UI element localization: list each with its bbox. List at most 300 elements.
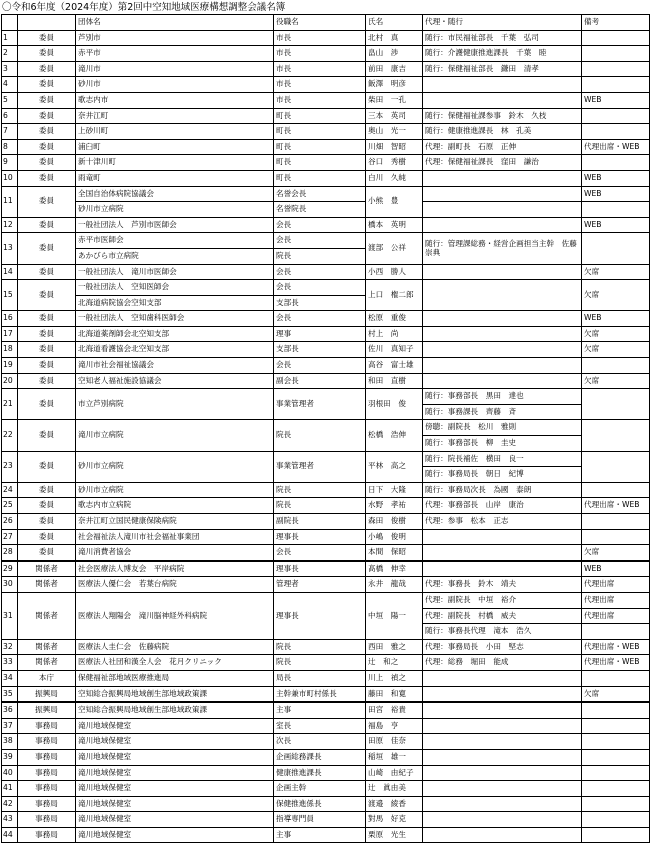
cell-note (582, 46, 650, 62)
cell-position: 会長 (274, 280, 366, 296)
cell-proxy: 随行：市民福祉部長 千葉 弘司 (423, 30, 582, 46)
table-row (2, 812, 650, 828)
cell-note (582, 812, 650, 828)
cell-no: 4 (2, 77, 18, 93)
cell-no: 19 (2, 358, 18, 374)
table-row (2, 702, 650, 718)
cell-org: 滝川地域保健室 (76, 765, 274, 781)
cell-role: 委員 (18, 46, 76, 62)
cell-note (582, 77, 650, 93)
cell-position: 院長 (274, 655, 366, 671)
cell-no: 15 (2, 280, 18, 311)
cell-no: 38 (2, 734, 18, 750)
cell-no: 16 (2, 311, 18, 327)
table-row (2, 529, 650, 545)
cell-role: 関係者 (18, 655, 76, 671)
cell-name: 上口 権二郎 (366, 280, 423, 311)
cell-note: WEB (582, 92, 650, 108)
cell-name: 對馬 好克 (366, 812, 423, 828)
cell-position: 室長 (274, 718, 366, 734)
cell-proxy: 代理：保健福祉課長 窪田 謙治 (423, 155, 582, 171)
cell-note: 欠席 (582, 326, 650, 342)
table-row (2, 545, 650, 561)
cell-role: 委員 (18, 373, 76, 389)
cell-name: 川上 禎之 (366, 670, 423, 686)
cell-note (582, 765, 650, 781)
cell-note (582, 451, 650, 482)
cell-note (582, 796, 650, 812)
cell-role: 委員 (18, 233, 76, 264)
cell-name: 田原 佳奈 (366, 734, 423, 750)
cell-name: 奥山 光一 (366, 124, 423, 140)
cell-position: 理事長 (274, 592, 366, 639)
cell-org: 滝川地域保健室 (76, 827, 274, 843)
cell-note (582, 827, 650, 843)
cell-name: 松原 重俊 (366, 311, 423, 327)
cell-position: 院長 (274, 420, 366, 451)
cell-name: 永井 龍哉 (366, 577, 423, 593)
cell-role: 委員 (18, 92, 76, 108)
cell-no: 34 (2, 670, 18, 686)
cell-no: 11 (2, 186, 18, 217)
cell-org: 医療法人社団和漢全人会 花月クリニック (76, 655, 274, 671)
cell-name: 橋本 英明 (366, 217, 423, 233)
cell-role: 委員 (18, 264, 76, 280)
cell-note (582, 482, 650, 498)
cell-position: 事業管理者 (274, 451, 366, 482)
cell-note: 代理出席 (582, 608, 650, 624)
cell-note (582, 749, 650, 765)
table-row (2, 202, 650, 218)
cell-no: 25 (2, 498, 18, 514)
table-row (2, 342, 650, 358)
cell-role: 委員 (18, 186, 76, 217)
cell-role: 委員 (18, 358, 76, 374)
cell-proxy (423, 311, 582, 327)
cell-position: 院長 (274, 482, 366, 498)
cell-position: 会長 (274, 358, 366, 374)
cell-no: 1 (2, 30, 18, 46)
cell-role: 委員 (18, 451, 76, 482)
cell-note (582, 124, 650, 140)
cell-name: 藤田 和寛 (366, 686, 423, 702)
cell-role: 振興局 (18, 686, 76, 702)
cell-position: 市長 (274, 77, 366, 93)
cell-name: 田宮 裕貴 (366, 702, 423, 718)
cell-proxy: 随行：事務部長 柳 圭史 (423, 436, 582, 452)
cell-position: 副院長 (274, 514, 366, 530)
cell-role: 委員 (18, 30, 76, 46)
cell-proxy (423, 186, 582, 202)
table-row (2, 655, 650, 671)
cell-note: 代理出席・WEB (582, 639, 650, 655)
cell-note: 代理出席・WEB (582, 139, 650, 155)
cell-role: 委員 (18, 498, 76, 514)
cell-org: 全国自治体病院協議会 (76, 186, 274, 202)
cell-org: 歌志内市 (76, 92, 274, 108)
table-row (2, 451, 650, 467)
cell-no: 30 (2, 577, 18, 593)
cell-proxy (423, 358, 582, 374)
cell-role: 委員 (18, 420, 76, 451)
cell-proxy: 随行：健康推進課長 林 孔美 (423, 124, 582, 140)
cell-no: 20 (2, 373, 18, 389)
cell-role: 事務局 (18, 718, 76, 734)
cell-role: 関係者 (18, 561, 76, 577)
cell-name: 渡部 公祥 (366, 233, 423, 264)
cell-name: 辻 眞由美 (366, 781, 423, 797)
cell-no: 44 (2, 827, 18, 843)
cell-no: 7 (2, 124, 18, 140)
cell-position: 町長 (274, 108, 366, 124)
cell-position: 市長 (274, 46, 366, 62)
cell-proxy (423, 326, 582, 342)
cell-proxy (423, 202, 582, 218)
cell-name: 辻 和之 (366, 655, 423, 671)
cell-position: 局長 (274, 670, 366, 686)
cell-name: 松橋 浩伸 (366, 420, 423, 451)
table-row (2, 498, 650, 514)
cell-note (582, 61, 650, 77)
cell-name: 小西 勝人 (366, 264, 423, 280)
cell-org: 芦別市 (76, 30, 274, 46)
cell-role: 事務局 (18, 827, 76, 843)
cell-proxy (423, 827, 582, 843)
table-row (2, 827, 650, 843)
cell-proxy: 随行：事務課長 齊藤 斉 (423, 404, 582, 420)
cell-proxy: 代理：事務長 鈴木 靖夫 (423, 577, 582, 593)
cell-role: 事務局 (18, 765, 76, 781)
cell-no: 24 (2, 482, 18, 498)
cell-position: 会長 (274, 311, 366, 327)
cell-position: 会長 (274, 233, 366, 249)
cell-note (582, 108, 650, 124)
cell-position: 市長 (274, 30, 366, 46)
cell-position: 理事長 (274, 529, 366, 545)
cell-note: 代理出席 (582, 577, 650, 593)
table-row (2, 358, 650, 374)
cell-role: 関係者 (18, 592, 76, 639)
header-note: 備考 (582, 15, 650, 31)
cell-role: 委員 (18, 108, 76, 124)
cell-name: 森田 俊樹 (366, 514, 423, 530)
cell-position: 事業管理者 (274, 389, 366, 420)
cell-proxy (423, 749, 582, 765)
cell-position: 管理者 (274, 577, 366, 593)
cell-org: 空知総合振興局地域創生部地域政策課 (76, 702, 274, 718)
cell-no: 3 (2, 61, 18, 77)
table-row (2, 420, 650, 436)
cell-org: 滝川市 (76, 61, 274, 77)
cell-note (582, 624, 650, 640)
cell-note (582, 389, 650, 420)
cell-org: 滝川消費者協会 (76, 545, 274, 561)
cell-no: 6 (2, 108, 18, 124)
cell-proxy: 代理：副町長 石原 正伸 (423, 139, 582, 155)
cell-proxy (423, 718, 582, 734)
cell-name: 柴田 一孔 (366, 92, 423, 108)
member-roster-table (1, 14, 650, 843)
cell-note (582, 514, 650, 530)
cell-org: 市立芦別病院 (76, 389, 274, 420)
cell-proxy (423, 545, 582, 561)
cell-position: 副会長 (274, 373, 366, 389)
cell-note (582, 702, 650, 718)
cell-no: 28 (2, 545, 18, 561)
cell-no: 2 (2, 46, 18, 62)
cell-org: 赤平市 (76, 46, 274, 62)
cell-proxy: 随行：管理課総務・経営企画担当主幹 佐藤 崇典 (423, 233, 582, 264)
header-role (18, 15, 76, 31)
cell-note (582, 420, 650, 451)
cell-note (582, 670, 650, 686)
cell-proxy (423, 734, 582, 750)
header-proxy: 代理・随行 (423, 15, 582, 31)
cell-proxy (423, 561, 582, 577)
cell-position: 会長 (274, 545, 366, 561)
table-row (2, 124, 650, 140)
cell-role: 委員 (18, 170, 76, 186)
cell-role: 本庁 (18, 670, 76, 686)
cell-position: 町長 (274, 170, 366, 186)
cell-name: 水野 孝祐 (366, 498, 423, 514)
cell-no: 43 (2, 812, 18, 828)
table-row (2, 217, 650, 233)
cell-note (582, 202, 650, 218)
cell-proxy (423, 280, 582, 311)
cell-no: 42 (2, 796, 18, 812)
cell-position: 町長 (274, 124, 366, 140)
cell-position: 理事長 (274, 561, 366, 577)
cell-org: 奈井江町立国民健康保険病院 (76, 514, 274, 530)
cell-org: 浦臼町 (76, 139, 274, 155)
cell-org: 一般社団法人 芦別市医師会 (76, 217, 274, 233)
cell-no: 41 (2, 781, 18, 797)
cell-role: 委員 (18, 389, 76, 420)
cell-note: 代理出席・WEB (582, 498, 650, 514)
cell-position: 理事 (274, 326, 366, 342)
cell-org: あかびら市立病院 (76, 248, 274, 264)
cell-proxy: 傍聴：副院長 松川 雅則 (423, 420, 582, 436)
cell-no: 12 (2, 217, 18, 233)
table-row (2, 77, 650, 93)
table-row (2, 30, 650, 46)
cell-role: 委員 (18, 545, 76, 561)
cell-role: 委員 (18, 514, 76, 530)
cell-proxy: 随行：介護健康推進課長 千葉 睦 (423, 46, 582, 62)
cell-org: 北海道病院協会空知支部 (76, 295, 274, 311)
cell-proxy (423, 812, 582, 828)
cell-no: 13 (2, 233, 18, 264)
cell-proxy (423, 217, 582, 233)
table-row (2, 765, 650, 781)
table-row (2, 326, 650, 342)
cell-name: 白川 久純 (366, 170, 423, 186)
cell-no: 37 (2, 718, 18, 734)
cell-name: 谷口 秀樹 (366, 155, 423, 171)
cell-position: 名誉院長 (274, 202, 366, 218)
cell-name: 平林 高之 (366, 451, 423, 482)
roster-body (2, 30, 650, 843)
cell-position: 指導専門員 (274, 812, 366, 828)
cell-name: 高谷 富士雄 (366, 358, 423, 374)
cell-name: 前田 康吉 (366, 61, 423, 77)
cell-note: WEB (582, 311, 650, 327)
cell-position: 町長 (274, 139, 366, 155)
cell-name: 小嶋 俊明 (366, 529, 423, 545)
cell-no: 33 (2, 655, 18, 671)
cell-name: 西田 雅之 (366, 639, 423, 655)
cell-note: WEB (582, 561, 650, 577)
cell-position: 支部長 (274, 342, 366, 358)
cell-org: 滝川地域保健室 (76, 781, 274, 797)
table-row (2, 280, 650, 296)
cell-org: 医療法人翔陽会 滝川脳神経外科病院 (76, 592, 274, 639)
cell-position: 市長 (274, 92, 366, 108)
cell-proxy: 代理：副院長 村橋 威夫 (423, 608, 582, 624)
cell-no: 21 (2, 389, 18, 420)
cell-org: 北海道薬剤師会北空知支部 (76, 326, 274, 342)
cell-proxy: 随行：事務長代理 滝本 浩久 (423, 624, 582, 640)
cell-position: 会長 (274, 264, 366, 280)
cell-org: 新十津川町 (76, 155, 274, 171)
header-name: 氏名 (366, 15, 423, 31)
table-row (2, 670, 650, 686)
cell-role: 委員 (18, 77, 76, 93)
table-row (2, 561, 650, 577)
table-row (2, 577, 650, 593)
document-title: 〇令和6年度（2024年度）第2回中空知地域医療構想調整会議名簿 (2, 2, 286, 13)
cell-note: 欠席 (582, 373, 650, 389)
cell-note (582, 781, 650, 797)
cell-no: 23 (2, 451, 18, 482)
cell-proxy: 代理：事務部長 山岸 康治 (423, 498, 582, 514)
cell-org: 一般社団法人 空知医師会 (76, 280, 274, 296)
cell-role: 委員 (18, 482, 76, 498)
cell-proxy: 代理：参事 松本 正志 (423, 514, 582, 530)
cell-position: 院長 (274, 248, 366, 264)
cell-org: 医療法人優仁会 若葉台病院 (76, 577, 274, 593)
cell-position: 院長 (274, 498, 366, 514)
cell-no: 29 (2, 561, 18, 577)
cell-role: 関係者 (18, 577, 76, 593)
cell-name: 福島 亨 (366, 718, 423, 734)
table-row (2, 311, 650, 327)
cell-org: 医療法人圭仁会 佐藤病院 (76, 639, 274, 655)
cell-no: 22 (2, 420, 18, 451)
cell-org: 滝川市社会福祉協議会 (76, 358, 274, 374)
table-row (2, 639, 650, 655)
cell-no: 31 (2, 592, 18, 639)
cell-no: 5 (2, 92, 18, 108)
cell-org: 奈井江町 (76, 108, 274, 124)
cell-note (582, 233, 650, 264)
cell-no: 8 (2, 139, 18, 155)
cell-role: 関係者 (18, 639, 76, 655)
cell-no: 17 (2, 326, 18, 342)
cell-no: 39 (2, 749, 18, 765)
cell-org: 赤平市医師会 (76, 233, 274, 249)
cell-role: 委員 (18, 61, 76, 77)
cell-position: 主幹兼市町村係長 (274, 686, 366, 702)
cell-name: 羽根田 俊 (366, 389, 423, 420)
cell-proxy (423, 781, 582, 797)
table-row (2, 734, 650, 750)
table-row (2, 61, 650, 77)
cell-note (582, 734, 650, 750)
cell-name: 髙橋 伸幸 (366, 561, 423, 577)
table-row (2, 139, 650, 155)
header-row (2, 15, 650, 31)
cell-note (582, 30, 650, 46)
cell-note: 代理出席・WEB (582, 655, 650, 671)
cell-org: 北海道看護協会北空知支部 (76, 342, 274, 358)
cell-org: 雨竜町 (76, 170, 274, 186)
cell-proxy: 随行：事務部長 黒田 達也 (423, 389, 582, 405)
table-row (2, 170, 650, 186)
header-no (2, 15, 18, 31)
table-row (2, 389, 650, 405)
cell-org: 社会福祉法人滝川市社会福祉事業団 (76, 529, 274, 545)
table-row (2, 46, 650, 62)
cell-proxy (423, 77, 582, 93)
cell-role: 委員 (18, 342, 76, 358)
cell-no: 35 (2, 686, 18, 702)
cell-name: 山崎 由紀子 (366, 765, 423, 781)
cell-org: 上砂川町 (76, 124, 274, 140)
table-row (2, 796, 650, 812)
table-row (2, 514, 650, 530)
cell-position: 会長 (274, 217, 366, 233)
cell-proxy (423, 342, 582, 358)
cell-name: 和田 直樹 (366, 373, 423, 389)
cell-no: 27 (2, 529, 18, 545)
cell-proxy: 代理：副院長 中垣 裕介 (423, 592, 582, 608)
cell-proxy (423, 796, 582, 812)
table-row (2, 108, 650, 124)
table-row (2, 482, 650, 498)
cell-proxy: 代理：総務 堀田 能成 (423, 655, 582, 671)
cell-position: 次長 (274, 734, 366, 750)
cell-no: 26 (2, 514, 18, 530)
cell-role: 事務局 (18, 796, 76, 812)
cell-org: 砂川市立病院 (76, 202, 274, 218)
cell-proxy: 随行：保健福祉部長 鎌田 清孝 (423, 61, 582, 77)
cell-name: 三本 英司 (366, 108, 423, 124)
cell-position: 健康推進課長 (274, 765, 366, 781)
cell-org: 社会医療法人博友会 平岸病院 (76, 561, 274, 577)
table-row (2, 373, 650, 389)
cell-position: 市長 (274, 61, 366, 77)
cell-note (582, 155, 650, 171)
cell-role: 事務局 (18, 812, 76, 828)
cell-note (582, 529, 650, 545)
cell-position: 院長 (274, 639, 366, 655)
cell-name: 栗原 光生 (366, 827, 423, 843)
cell-org: 滝川地域保健室 (76, 796, 274, 812)
cell-position: 保健推進係長 (274, 796, 366, 812)
cell-role: 委員 (18, 139, 76, 155)
cell-role: 事務局 (18, 749, 76, 765)
header-org: 団体名 (76, 15, 274, 31)
cell-note (582, 358, 650, 374)
cell-no: 40 (2, 765, 18, 781)
cell-proxy (423, 670, 582, 686)
cell-proxy (423, 702, 582, 718)
cell-proxy (423, 529, 582, 545)
cell-org: 保健福祉部地域医療推進局 (76, 670, 274, 686)
cell-no: 10 (2, 170, 18, 186)
